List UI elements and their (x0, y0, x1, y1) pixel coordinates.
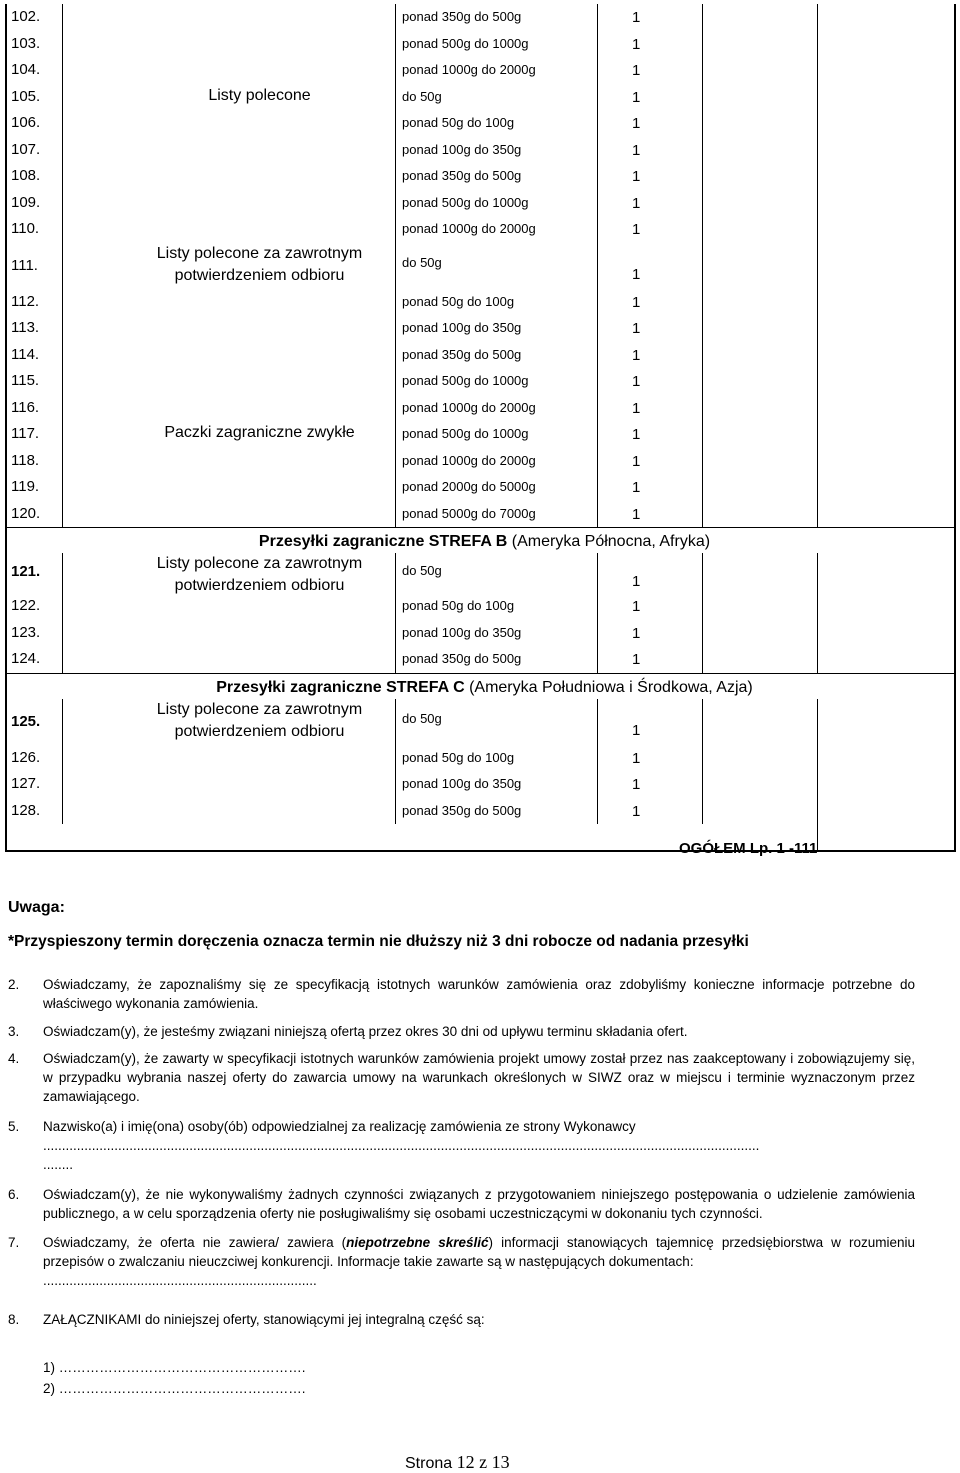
grid-line (62, 137, 63, 164)
grid-line (597, 31, 598, 58)
row-number: 127. (11, 775, 41, 792)
row-quantity: 1 (632, 293, 641, 311)
footer-prefix: Strona (405, 1455, 457, 1472)
row-weight: ponad 500g do 1000g (402, 426, 529, 441)
grid-line (62, 190, 63, 217)
grid-line (702, 501, 703, 528)
grid-line (62, 110, 63, 137)
row-quantity: 1 (632, 651, 641, 668)
grid-line (62, 368, 63, 395)
grid-line (395, 421, 396, 448)
grid-line (62, 474, 63, 501)
grid-line (817, 31, 818, 58)
grid-line (702, 771, 703, 798)
point-number: 2. (8, 977, 20, 992)
row-quantity: 1 (632, 776, 641, 793)
table-row (5, 395, 956, 422)
grid-line (817, 620, 818, 647)
table-row (5, 289, 956, 316)
grid-line (702, 593, 703, 620)
zone-header-row (5, 673, 956, 700)
grid-line (395, 745, 396, 772)
grid-line (702, 448, 703, 475)
grid-line (702, 84, 703, 111)
row-weight: ponad 1000g do 2000g (402, 452, 536, 468)
grid-line (597, 368, 598, 395)
row-weight: ponad 50g do 100g (402, 115, 515, 130)
zone-title: Przesyłki zagraniczne STREFA C (216, 678, 465, 696)
row-number: 128. (11, 801, 41, 819)
row-quantity: 1 (632, 88, 641, 106)
row-category: Listy polecone za zawrotnym potwierdzeniem odbioru (156, 700, 363, 740)
row-quantity: 1 (632, 479, 641, 496)
grid-line (817, 771, 818, 798)
point-text: ZAŁĄCZNIKAMI do niniejszej oferty, stanowiącymi jej integralną część są: (43, 1312, 485, 1327)
grid-line (395, 553, 396, 593)
grid-line (817, 699, 818, 745)
grid-line (702, 421, 703, 448)
row-number: 122. (11, 597, 41, 614)
row-number: 106. (11, 114, 41, 131)
grid-line (597, 216, 598, 243)
grid-line (597, 190, 598, 217)
grid-line (702, 163, 703, 190)
grid-line (62, 289, 63, 316)
row-number: 103. (11, 34, 41, 52)
grid-line (702, 31, 703, 58)
row-number: 121. (11, 563, 41, 580)
row-weight: ponad 50g do 100g (402, 293, 515, 309)
grid-line (817, 315, 818, 342)
point-number: 7. (8, 1235, 20, 1250)
zone-header (7, 679, 954, 697)
row-quantity: 1 (632, 399, 641, 417)
table-row (5, 137, 956, 164)
grid-line (817, 474, 818, 501)
grid-line (817, 4, 818, 31)
grid-line (597, 243, 598, 289)
grid-line (395, 448, 396, 475)
grid-line (597, 620, 598, 647)
row-weight: ponad 350g do 500g (402, 651, 522, 666)
grid-line (702, 646, 703, 673)
row-quantity: 1 (632, 452, 641, 470)
grid-line (702, 4, 703, 31)
point-text: Oświadczamy, że oferta nie zawiera/ zawiera (niepotrzebne skreślić) informacji stanowiących tajemnicę przedsiębiorstwa w rozumieniu przepisów o zwalczaniu nieuczciwej konkurencji. Informacje takie zawarte są w następujących dokumentach: (43, 1235, 915, 1269)
point-text: Oświadczamy, że zapoznaliśmy się ze specyfikacją istotnych warunków zamówienia oraz zdobyliśmy konieczne informacje potrzebne do właściwego wykonania zamówienia. (43, 977, 915, 1011)
row-number: 108. (11, 167, 41, 184)
row-quantity: 1 (632, 346, 641, 364)
grid-line (597, 110, 598, 137)
grid-line (395, 620, 396, 647)
grid-line (62, 216, 63, 243)
point-number: 4. (8, 1051, 20, 1066)
grid-line (395, 474, 396, 501)
grid-line (702, 57, 703, 84)
point-number: 3. (8, 1024, 20, 1039)
row-number: 111. (11, 256, 38, 274)
grid-line (395, 190, 396, 217)
grid-line (817, 57, 818, 84)
grid-line (817, 798, 818, 825)
grid-line (597, 448, 598, 475)
grid-line (817, 395, 818, 422)
row-quantity: 1 (632, 62, 641, 79)
grid-line (817, 163, 818, 190)
grid-line (817, 421, 818, 448)
row-weight: do 50g (402, 254, 442, 270)
page-footer (405, 1452, 510, 1473)
table-row (5, 31, 956, 58)
grid-line (597, 421, 598, 448)
grid-line (817, 553, 818, 593)
grid-line (597, 163, 598, 190)
row-quantity: 1 (632, 573, 641, 590)
table-row (5, 368, 956, 395)
grid-line (817, 448, 818, 475)
grid-line (702, 395, 703, 422)
attachment-1: 1) ………………………………………………. (43, 1360, 306, 1375)
grid-line (817, 84, 818, 111)
row-quantity: 1 (632, 624, 641, 642)
total-label: OGÓŁEM Lp. 1 -111 (679, 840, 818, 857)
point-8 (8, 1310, 915, 1329)
row-category: Paczki zagraniczne zwykłe (164, 424, 355, 441)
row-quantity: 1 (632, 721, 641, 739)
point-text: Oświadczam(y), że zawarty w specyfikacji istotnych warunków zamówienia projekt umowy został przez nas zaakceptowany i zobowiązujemy się, w przypadku wybrania naszej oferty do zawarcia umowy na warunkach określonych w SIWZ oraz w miejscu i terminie wyznaczonym przez zamawiającego. (43, 1051, 915, 1104)
row-number: 104. (11, 61, 41, 78)
dotted-line: ............................................................................................................................................................................................... (43, 1138, 760, 1153)
row-weight: ponad 50g do 100g (402, 598, 515, 613)
row-quantity: 1 (632, 749, 641, 767)
table-row (5, 110, 956, 137)
row-number: 119. (11, 478, 40, 495)
grid-line (597, 646, 598, 673)
row-weight: ponad 1000g do 2000g (402, 399, 536, 415)
row-number: 115. (11, 372, 40, 389)
grid-line (62, 421, 63, 448)
grid-line (817, 745, 818, 772)
grid-line (597, 771, 598, 798)
row-weight: ponad 350g do 500g (402, 168, 522, 183)
table-row (5, 699, 956, 745)
grid-line (702, 620, 703, 647)
point-3 (8, 1022, 915, 1041)
grid-line (817, 289, 818, 316)
grid-line (395, 798, 396, 825)
grid-line (597, 553, 598, 593)
grid-line (597, 593, 598, 620)
grid-line (597, 84, 598, 111)
table-row (5, 593, 956, 620)
zone-header-row (5, 527, 956, 554)
table-row (5, 771, 956, 798)
grid-line (62, 395, 63, 422)
zone-title: Przesyłki zagraniczne STREFA B (258, 533, 508, 550)
grid-line (597, 501, 598, 528)
grid-line (62, 646, 63, 673)
row-number: 110. (11, 220, 40, 237)
row-quantity: 1 (632, 505, 641, 523)
grid-line (62, 315, 63, 342)
dotted-line: ........ (43, 1157, 74, 1172)
page-number: 12 (456, 1452, 475, 1472)
grid-line (395, 289, 396, 316)
grid-line (62, 501, 63, 528)
grid-line (702, 190, 703, 217)
grid-line (62, 84, 63, 111)
row-number: 109. (11, 193, 41, 211)
row-number: 118. (11, 451, 40, 469)
grid-line (395, 315, 396, 342)
grid-line (702, 699, 703, 745)
grid-line (395, 699, 396, 745)
table-row (5, 448, 956, 475)
grid-line (817, 646, 818, 673)
grid-line (702, 137, 703, 164)
zone-regions: (Ameryka Południowa i Środkowa, Azja) (464, 678, 753, 696)
row-number: 112. (11, 292, 40, 310)
point-4 (8, 1049, 915, 1106)
table-row (5, 553, 956, 593)
table-row (5, 84, 956, 111)
row-number: 114. (11, 345, 40, 363)
grid-line (597, 289, 598, 316)
grid-line (597, 395, 598, 422)
table-row (5, 798, 956, 825)
zone-header (7, 533, 954, 551)
row-number: 113. (11, 319, 40, 336)
grid-line (62, 699, 63, 745)
grid-line (702, 289, 703, 316)
grid-line (817, 216, 818, 243)
table-row (5, 474, 956, 501)
grid-line (395, 110, 396, 137)
grid-line (702, 745, 703, 772)
row-weight: ponad 500g do 1000g (402, 35, 529, 51)
grid-line (62, 243, 63, 289)
row-number: 120. (11, 504, 41, 522)
grid-line (395, 593, 396, 620)
grid-line (395, 501, 396, 528)
row-quantity: 1 (632, 168, 641, 185)
row-number: 126. (11, 748, 41, 766)
table-row (5, 190, 956, 217)
row-weight: do 50g (402, 88, 442, 104)
grid-line (817, 501, 818, 528)
attachment-2: 2) ………………………………………………. (43, 1381, 306, 1396)
grid-line (62, 448, 63, 475)
row-weight: do 50g (402, 563, 442, 578)
grid-line (62, 620, 63, 647)
row-quantity: 1 (632, 320, 641, 337)
row-number: 105. (11, 87, 41, 105)
grid-line (597, 315, 598, 342)
grid-line (702, 553, 703, 593)
grid-line (702, 798, 703, 825)
grid-line (62, 342, 63, 369)
grid-line (395, 395, 396, 422)
point-number: 5. (8, 1119, 20, 1134)
footer-sep: z (474, 1452, 492, 1472)
grid-line (817, 243, 818, 289)
grid-line (62, 798, 63, 825)
grid-line (597, 798, 598, 825)
row-weight: ponad 100g do 350g (402, 320, 522, 335)
grid-line (395, 771, 396, 798)
asterisk-note: *Przyspieszony termin doręczenia oznacza termin nie dłuższy niż 3 dni robocze od nadania przesyłki (8, 933, 749, 950)
row-quantity: 1 (632, 9, 641, 26)
grid-line (702, 342, 703, 369)
table-row (5, 421, 956, 448)
row-number: 125. (11, 712, 41, 730)
grid-line (597, 745, 598, 772)
point-2 (8, 975, 915, 1013)
grid-line (62, 163, 63, 190)
point-7 (8, 1233, 915, 1290)
point-5 (8, 1117, 915, 1174)
grid-line (62, 593, 63, 620)
grid-line (702, 216, 703, 243)
row-quantity: 1 (632, 221, 641, 238)
grid-line (62, 57, 63, 84)
grid-line (62, 4, 63, 31)
row-number: 124. (11, 650, 41, 667)
row-quantity: 1 (632, 373, 641, 390)
table-row (5, 163, 956, 190)
grid-line (395, 137, 396, 164)
table-row (5, 646, 956, 673)
row-number: 117. (11, 425, 40, 442)
row-weight: ponad 2000g do 5000g (402, 479, 536, 494)
point-6 (8, 1185, 915, 1223)
row-number: 116. (11, 398, 40, 416)
grid-line (597, 137, 598, 164)
grid-line (817, 593, 818, 620)
row-weight: ponad 5000g do 7000g (402, 505, 536, 521)
point-text: Nazwisko(a) i imię(ona) osoby(ób) odpowiedzialnej za realizację zamówienia ze strony Wykonawcy (43, 1119, 636, 1134)
table-row (5, 342, 956, 369)
grid-line (62, 553, 63, 593)
row-weight: ponad 1000g do 2000g (402, 221, 536, 236)
grid-line (702, 368, 703, 395)
row-quantity: 1 (632, 35, 641, 53)
grid-line (395, 57, 396, 84)
grid-line (395, 4, 396, 31)
row-weight: ponad 350g do 500g (402, 802, 522, 818)
grid-line (395, 368, 396, 395)
table-row (5, 620, 956, 647)
row-weight: do 50g (402, 710, 442, 726)
grid-line (817, 137, 818, 164)
dotted-line: ......................................................................... (43, 1273, 317, 1288)
table-row (5, 243, 956, 289)
row-weight: ponad 350g do 500g (402, 9, 522, 24)
row-category: Listy polecone za zawrotnym potwierdzeniem odbioru (156, 244, 363, 284)
row-number: 107. (11, 140, 41, 158)
table-row (5, 57, 956, 84)
grid-line (702, 243, 703, 289)
grid-line (597, 699, 598, 745)
row-quantity: 1 (632, 141, 641, 159)
row-weight: ponad 350g do 500g (402, 346, 522, 362)
row-number: 102. (11, 8, 41, 25)
row-quantity: 1 (632, 115, 641, 132)
grid-line (817, 190, 818, 217)
grid-line (817, 342, 818, 369)
row-category: Listy polecone za zawrotnym potwierdzeniem odbioru (156, 555, 363, 594)
row-weight: ponad 1000g do 2000g (402, 62, 536, 77)
grid-line (597, 4, 598, 31)
grid-line (395, 243, 396, 289)
grid-line (395, 216, 396, 243)
zone-regions: (Ameryka Północna, Afryka) (507, 533, 711, 550)
grid-line (702, 110, 703, 137)
table-row (5, 216, 956, 243)
grid-line (395, 646, 396, 673)
grid-line (597, 474, 598, 501)
row-quantity: 1 (632, 598, 641, 615)
point-text: Oświadczam(y), że nie wykonywaliśmy żadnych czynności związanych z przygotowaniem niniejszego postępowania o udzielenie zamówienia publicznego, a w celu sporządzenia oferty nie posługiwaliśmy się osobami uczestniczącymi w dokonaniu tych czynności. (43, 1187, 915, 1221)
row-weight: ponad 50g do 100g (402, 749, 515, 765)
grid-line (702, 315, 703, 342)
page-total: 13 (491, 1452, 510, 1472)
grid-line (817, 110, 818, 137)
table-row (5, 315, 956, 342)
table-row (5, 4, 956, 31)
grid-line (395, 342, 396, 369)
row-quantity: 1 (632, 194, 641, 212)
row-quantity: 1 (632, 265, 641, 283)
row-weight: ponad 100g do 350g (402, 776, 522, 791)
row-weight: ponad 100g do 350g (402, 141, 522, 157)
grid-line (395, 163, 396, 190)
row-weight: ponad 500g do 1000g (402, 373, 529, 388)
point-text: Oświadczam(y), że jesteśmy związani niniejszą ofertą przez okres 30 dni od upływu terminu składania ofert. (43, 1024, 688, 1039)
grid-line (62, 771, 63, 798)
grid-line (702, 474, 703, 501)
point-number: 6. (8, 1187, 20, 1202)
row-weight: ponad 500g do 1000g (402, 194, 529, 210)
grid-line (395, 84, 396, 111)
grid-line (62, 31, 63, 58)
note-heading: Uwaga: (8, 899, 65, 916)
row-number: 123. (11, 623, 41, 641)
row-quantity: 1 (632, 426, 641, 443)
grid-line (597, 57, 598, 84)
grid-line (62, 745, 63, 772)
grid-line (395, 31, 396, 58)
grid-line (817, 368, 818, 395)
point-number: 8. (8, 1312, 20, 1327)
row-weight: ponad 100g do 350g (402, 624, 522, 640)
table-row (5, 501, 956, 528)
grid-line (597, 342, 598, 369)
row-category: Listy polecone (208, 86, 311, 104)
row-quantity: 1 (632, 802, 641, 820)
table-row (5, 745, 956, 772)
